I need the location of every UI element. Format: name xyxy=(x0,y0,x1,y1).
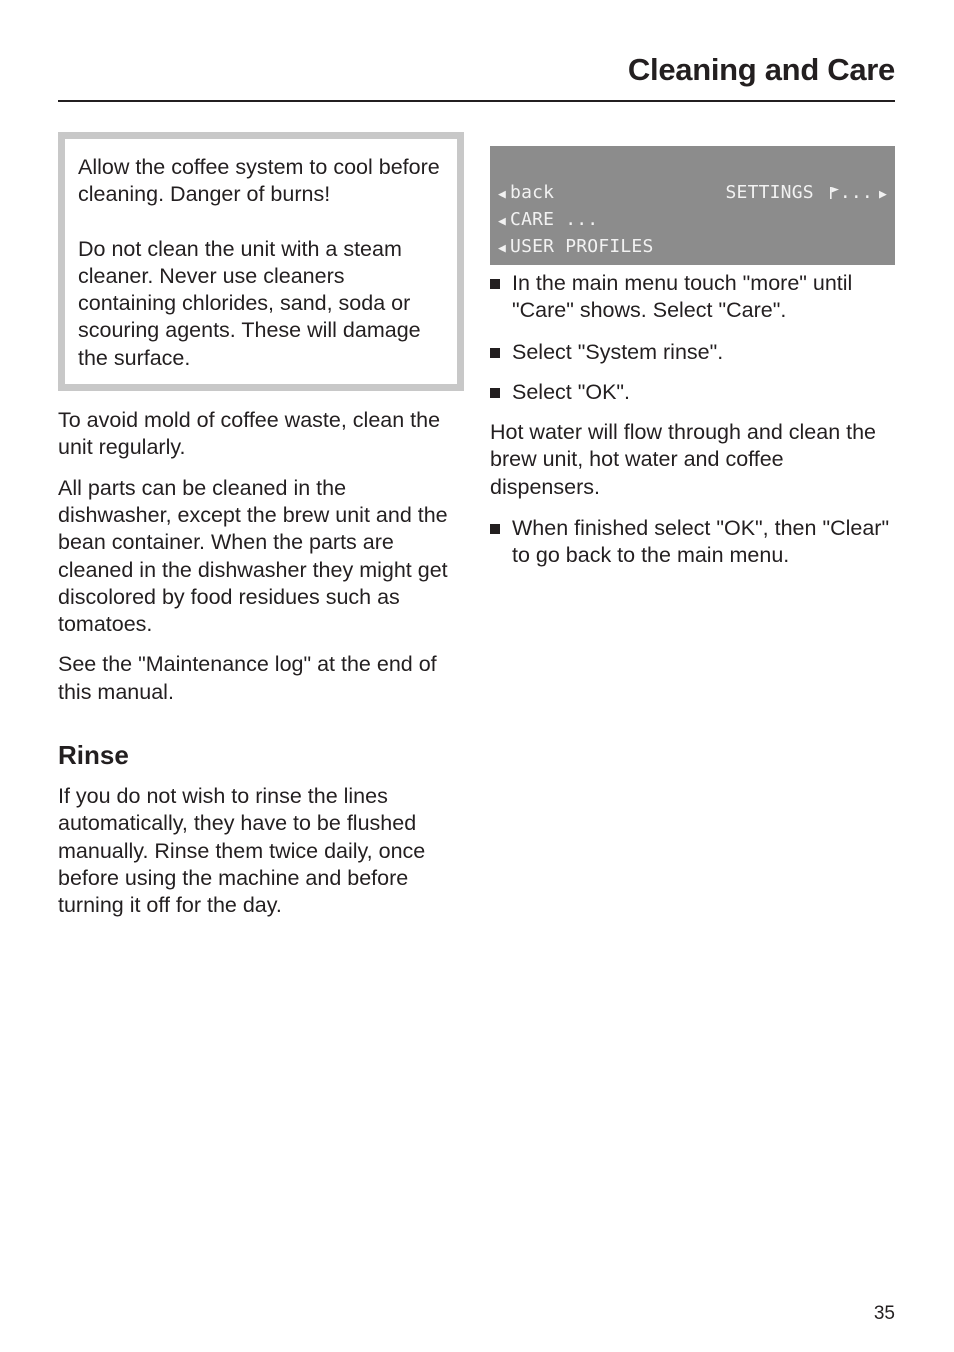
paragraph-maintenance-log: See the "Maintenance log" at the end of this manual. xyxy=(58,652,437,704)
left-arrow-icon: ◀ xyxy=(498,187,507,202)
paragraph-dishwasher: All parts can be cleaned in the dishwasher, except the brew unit and the bean container. When the parts are cleaned in the dishwasher they might get discolored by food residues such as tomatoes. xyxy=(58,475,448,637)
display-item-care xyxy=(498,206,598,233)
display-settings-label: SETTINGS xyxy=(725,182,814,203)
left-column xyxy=(58,132,464,933)
left-arrow-icon: ◀ xyxy=(498,241,507,256)
left-arrow-icon: ◀ xyxy=(498,214,507,229)
display-item-user-profiles xyxy=(498,233,654,260)
steps-list-a xyxy=(490,270,895,406)
warning-box xyxy=(58,132,464,391)
section-heading-rinse: Rinse xyxy=(58,740,129,771)
header-divider xyxy=(58,100,895,102)
warning-text-burns: Allow the coffee system to cool before cleaning. Danger of burns! xyxy=(78,155,440,207)
paragraph-hot-water: Hot water will flow through and clean the brew unit, hot water and coffee dispensers. xyxy=(490,420,877,499)
right-column xyxy=(490,146,895,570)
warning-text-cleaners: Do not clean the unit with a steam cleaner. Never use cleaners containing chlorides, sand, soda or scouring agents. These will damage the surface. xyxy=(78,236,421,370)
list-item-step-finish: When finished select "OK", then "Clear" to go back to the main menu. xyxy=(490,515,895,570)
display-item-settings xyxy=(726,179,888,206)
steps-list-b xyxy=(490,515,895,570)
display-item-back xyxy=(498,179,554,206)
display-back-label: back xyxy=(510,182,555,203)
page-title: Cleaning and Care xyxy=(627,52,895,87)
display-user-profiles-label: USER PROFILES xyxy=(510,236,654,257)
paragraph-rinse: If you do not wish to rinse the lines automatically, they have to be flushed manually. Rinse them twice daily, once before using the machine and before turning it off for the day. xyxy=(58,784,426,918)
right-arrow-icon: ▶ xyxy=(878,187,887,202)
list-item-step-care: In the main menu touch "more" until "Care" shows. Select "Care". xyxy=(490,270,895,325)
display-care-label: CARE ... xyxy=(510,209,599,230)
list-item-step-ok: Select "OK". xyxy=(490,379,895,406)
paragraph-mold: To avoid mold of coffee waste, clean the unit regularly. xyxy=(58,408,441,460)
page-number: 35 xyxy=(873,1303,895,1324)
flag-icon xyxy=(829,186,840,200)
machine-display xyxy=(490,146,895,265)
display-settings-ellipsis: ... xyxy=(839,182,873,203)
list-item-step-system-rinse: Select "System rinse". xyxy=(490,339,895,366)
